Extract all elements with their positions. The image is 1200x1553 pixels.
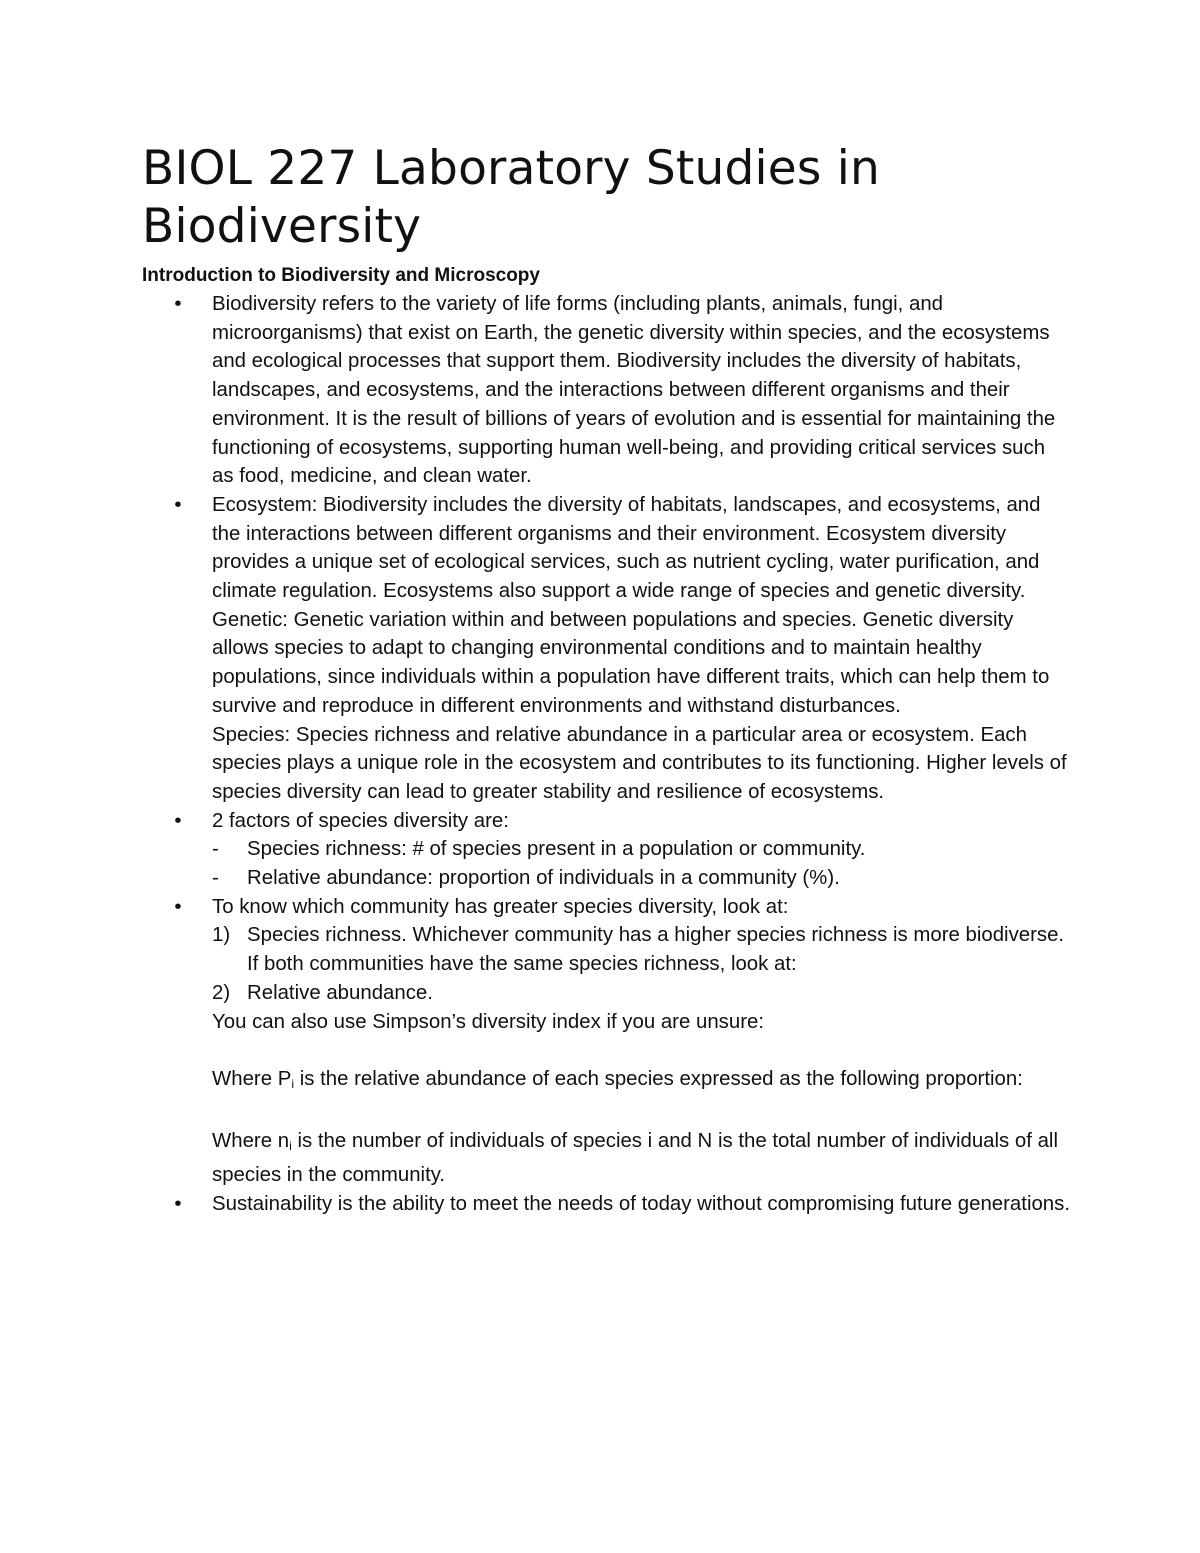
- where-pi-subscript: i: [291, 1077, 295, 1092]
- where-ni-text: [142, 1127, 1072, 1189]
- list-item: [142, 491, 1072, 807]
- bullet-icon: •: [174, 493, 182, 516]
- sub-list-item-text: Relative abundance: proportion of individuals in a community (%).: [247, 867, 840, 890]
- page-title: BIOL 227 Laboratory Studies in Biodiversity: [142, 141, 880, 254]
- document-page: [142, 140, 1072, 1219]
- bullet-icon: •: [174, 809, 182, 832]
- bullet-icon: •: [174, 293, 182, 315]
- list-item-text: Sustainability is the ability to meet the needs of today without compromising future generations.: [212, 1192, 1071, 1215]
- list-item: [142, 1190, 1072, 1219]
- list-item-text: Genetic: Genetic variation within and between populations and species. Genetic diversity allows species to adapt to changing environmental conditions and to maintain healthy populations, since individuals within a population have different traits, which can help them to survive and reproduce in different environments and withstand disturbances.: [212, 608, 1050, 717]
- document-body: [142, 290, 1072, 1219]
- where-ni-suffix: is the number of individuals of species i and N is the total number of individuals of all species in the community.: [212, 1130, 1058, 1187]
- numbered-item: [142, 979, 1072, 1008]
- number-marker: 2): [212, 981, 231, 1004]
- where-pi-suffix: is the relative abundance of each species expressed as the following proportion:: [294, 1067, 1023, 1090]
- sub-list-item: [142, 864, 1072, 893]
- simpson-text: You can also use Simpson’s diversity index if you are unsure:: [212, 1010, 764, 1033]
- where-ni-subscript: i: [289, 1139, 292, 1154]
- numbered-item-text: Species richness. Whichever community has a higher species richness is more biodiverse. If both communities have the same species richness, look at:: [247, 924, 1065, 976]
- equation-placeholder: [142, 1099, 1072, 1128]
- sub-list-item: [142, 835, 1072, 864]
- bullet-icon: •: [174, 895, 182, 918]
- numbered-item-text: Relative abundance.: [247, 981, 433, 1004]
- where-ni-prefix: Where n: [212, 1130, 290, 1153]
- dash-marker: -: [212, 838, 219, 861]
- equation-placeholder: [142, 1036, 1072, 1065]
- list-item: [142, 807, 1072, 836]
- list-item: [142, 893, 1072, 922]
- where-pi-prefix: Where P: [212, 1067, 292, 1090]
- number-marker: 1): [212, 924, 231, 947]
- list-item-text: To know which community has greater species diversity, look at:: [212, 895, 789, 918]
- dash-marker: -: [212, 867, 219, 890]
- list-item: [142, 290, 1072, 491]
- list-item-text: 2 factors of species diversity are:: [212, 809, 509, 832]
- numbered-item: [142, 921, 1072, 978]
- sub-list-item-text: Species richness: # of species present in a population or community.: [247, 838, 866, 861]
- bullet-icon: •: [174, 1192, 182, 1215]
- list-item-text: Biodiversity refers to the variety of life forms (including plants, animals, fungi, and microorganisms) that exist on Earth, the genetic diversity within species, and the ecosystems and ecological processes that support them. Biodiversity includes the diversity of habitats, landscapes, and ecosystems, and the interactions between different organisms and their environment. It is the result of billions of years of evolution and is essential for maintaining the functioning of ecosystems, supporting human well-being, and providing critical services such as food, medicine, and clean water.: [212, 293, 1056, 488]
- where-pi-text: [142, 1065, 1072, 1099]
- section-heading: Introduction to Biodiversity and Microscopy: [142, 265, 540, 286]
- list-item-text: Species: Species richness and relative abundance in a particular area or ecosystem. Each species plays a unique role in the ecosystem and contributes to its functioning. Higher levels of species diversity can lead to greater stability and resilience of ecosystems.: [212, 723, 1067, 803]
- list-item-text: Ecosystem: Biodiversity includes the diversity of habitats, landscapes, and ecosystems, and the interactions between different organisms and their environment. Ecosystem diversity provides a unique set of ecological services, such as nutrient cycling, water purification, and climate regulation. Ecosystems also support a wide range of species and genetic diversity.: [212, 493, 1041, 603]
